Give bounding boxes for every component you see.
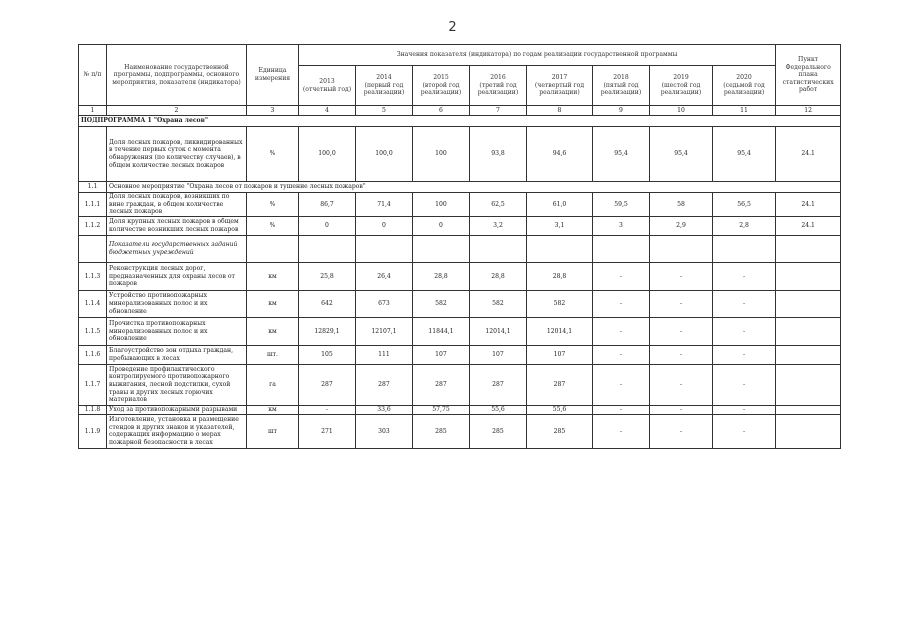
table-row <box>79 414 841 448</box>
row-value: 100 <box>413 193 470 217</box>
row-name: Проведение профилактического контролируемого противопожарного выжигания, лесной подстилки, сухой травы и других лесных горючих материалов <box>107 364 247 405</box>
row-value: - <box>650 414 713 448</box>
row-unit <box>247 235 299 262</box>
row-number: 1.1.8 <box>79 405 107 414</box>
row-federal-plan <box>776 262 841 290</box>
row-value: 33,6 <box>356 405 413 414</box>
table-row <box>79 193 841 217</box>
row-name: Доля крупных лесных пожаров в общем количестве возникших лесных пожаров <box>107 216 247 235</box>
column-number: 6 <box>413 106 470 116</box>
row-federal-plan: 24.1 <box>776 216 841 235</box>
table-row <box>79 364 841 405</box>
row-value: 71,4 <box>356 193 413 217</box>
column-number: 9 <box>593 106 650 116</box>
row-value <box>593 235 650 262</box>
row-value <box>413 235 470 262</box>
row-value: 12829,1 <box>299 317 356 345</box>
row-value <box>470 235 527 262</box>
row-value: 107 <box>413 345 470 364</box>
row-unit: шт. <box>247 345 299 364</box>
table-row <box>79 317 841 345</box>
row-value: 95,4 <box>593 127 650 182</box>
header-year-2014 <box>356 66 413 106</box>
row-value: 55,6 <box>527 405 593 414</box>
row-value: 107 <box>527 345 593 364</box>
row-value: 3,1 <box>527 216 593 235</box>
row-federal-plan <box>776 364 841 405</box>
header-year-subtitle: (третий год реализации) <box>477 81 519 97</box>
row-value: 3 <box>593 216 650 235</box>
row-value: 2,9 <box>650 216 713 235</box>
table-row <box>79 127 841 182</box>
header-year-subtitle: (второй год реализации) <box>420 81 462 97</box>
row-value: - <box>593 364 650 405</box>
column-number: 3 <box>247 106 299 116</box>
row-value <box>527 235 593 262</box>
header-year-subtitle: (седьмой год реализации) <box>723 81 765 97</box>
row-value: 105 <box>299 345 356 364</box>
row-value: 285 <box>527 414 593 448</box>
row-number <box>79 235 107 262</box>
header-year-value: 2016 <box>490 74 506 82</box>
row-value: 2,8 <box>713 216 776 235</box>
row-value: - <box>593 405 650 414</box>
row-name: Благоустройство зон отдыха граждан, пребывающих в лесах <box>107 345 247 364</box>
row-name: Изготовление, установка и размещение стендов и других знаков и указателей, содержащих информацию о мерах пожарной безопасности в лесах <box>107 414 247 448</box>
table-row <box>79 290 841 317</box>
header-year-subtitle: (пятый год реализации) <box>600 81 642 97</box>
header-year-value: 2018 <box>613 74 629 82</box>
row-value: - <box>713 405 776 414</box>
row-value: 582 <box>413 290 470 317</box>
row-value: 642 <box>299 290 356 317</box>
header-year-2017 <box>527 66 593 106</box>
header-year-value: 2013 <box>319 77 335 85</box>
row-value: 673 <box>356 290 413 317</box>
row-value: 26,4 <box>356 262 413 290</box>
row-value: 0 <box>413 216 470 235</box>
row-unit: га <box>247 364 299 405</box>
column-number: 10 <box>650 106 713 116</box>
header-year-value: 2019 <box>673 74 689 82</box>
row-value: - <box>650 262 713 290</box>
row-name: Доля лесных пожаров, возникших по вине граждан, в общем количестве лесных пожаров <box>107 193 247 217</box>
row-value: - <box>650 290 713 317</box>
header-unit: Единица измерения <box>247 45 299 106</box>
column-number: 11 <box>713 106 776 116</box>
row-value: - <box>713 317 776 345</box>
column-number: 8 <box>527 106 593 116</box>
header-values-group: Значения показателя (индикатора) по годам реализации государственной программы <box>299 45 776 66</box>
row-unit: шт <box>247 414 299 448</box>
row-federal-plan <box>776 290 841 317</box>
row-value: - <box>593 290 650 317</box>
row-value: - <box>650 364 713 405</box>
row-name: Уход за противопожарными разрывами <box>107 405 247 414</box>
header-year-subtitle: (отчетный год) <box>302 85 352 93</box>
row-federal-plan <box>776 414 841 448</box>
row-value: 287 <box>299 364 356 405</box>
header-year-value: 2017 <box>551 74 568 82</box>
row-federal-plan: 24.1 <box>776 193 841 217</box>
row-value: - <box>713 364 776 405</box>
row-value: 303 <box>356 414 413 448</box>
row-unit: % <box>247 193 299 217</box>
row-value <box>356 235 413 262</box>
header-year-value: 2015 <box>433 74 449 82</box>
indicator-table <box>78 44 841 449</box>
row-value: 100 <box>413 127 470 182</box>
row-unit: км <box>247 405 299 414</box>
row-value <box>650 235 713 262</box>
row-value: 0 <box>299 216 356 235</box>
row-value: 56,5 <box>713 193 776 217</box>
row-value: 287 <box>413 364 470 405</box>
row-value: 285 <box>470 414 527 448</box>
header-year-2019 <box>650 66 713 106</box>
row-value: - <box>593 345 650 364</box>
row-number: 1.1.6 <box>79 345 107 364</box>
row-federal-plan <box>776 317 841 345</box>
row-number <box>79 127 107 182</box>
header-year-2016 <box>470 66 527 106</box>
column-number: 1 <box>79 106 107 116</box>
row-value: 582 <box>527 290 593 317</box>
column-number: 4 <box>299 106 356 116</box>
row-unit: км <box>247 290 299 317</box>
header-year-2013 <box>299 66 356 106</box>
column-number: 12 <box>776 106 841 116</box>
row-value: 59,5 <box>593 193 650 217</box>
header-year-value: 2020 <box>736 74 752 82</box>
row-value: 100,0 <box>356 127 413 182</box>
row-value: 271 <box>299 414 356 448</box>
table-row <box>79 216 841 235</box>
table-row <box>79 235 841 262</box>
row-value: - <box>593 317 650 345</box>
row-value: 287 <box>470 364 527 405</box>
page-number: 2 <box>448 20 457 35</box>
row-federal-plan <box>776 235 841 262</box>
row-federal-plan <box>776 345 841 364</box>
row-value: 95,4 <box>713 127 776 182</box>
row-number: 1.1.7 <box>79 364 107 405</box>
table-row <box>79 182 841 193</box>
row-name: Показатели государственных заданий бюджетных учреждений <box>107 235 247 262</box>
row-value: 62,5 <box>470 193 527 217</box>
row-value: 3,2 <box>470 216 527 235</box>
row-value: 55,6 <box>470 405 527 414</box>
header-name: Наименование государственной программы, подпрограммы, основного мероприятия, показателя (индикатора) <box>107 45 247 106</box>
row-name: Основное мероприятие "Охрана лесов от пожаров и тушение лесных пожаров" <box>107 182 841 193</box>
row-unit: % <box>247 216 299 235</box>
column-number: 2 <box>107 106 247 116</box>
row-value: - <box>650 405 713 414</box>
row-value: - <box>713 414 776 448</box>
row-value: 86,7 <box>299 193 356 217</box>
row-unit: км <box>247 317 299 345</box>
row-value: 287 <box>527 364 593 405</box>
header-year-value: 2014 <box>376 74 392 82</box>
row-value: 57,75 <box>413 405 470 414</box>
row-value: 11844,1 <box>413 317 470 345</box>
row-value: 111 <box>356 345 413 364</box>
row-number: 1.1.3 <box>79 262 107 290</box>
table-row <box>79 262 841 290</box>
row-value <box>713 235 776 262</box>
column-number: 5 <box>356 106 413 116</box>
column-number: 7 <box>470 106 527 116</box>
header-year-2018 <box>593 66 650 106</box>
header-year-2020 <box>713 66 776 106</box>
row-number: 1.1.4 <box>79 290 107 317</box>
table-row <box>79 345 841 364</box>
row-number: 1.1 <box>79 182 107 193</box>
row-value: 58 <box>650 193 713 217</box>
row-value: 28,8 <box>527 262 593 290</box>
row-value: 12107,1 <box>356 317 413 345</box>
row-value: 12014,1 <box>470 317 527 345</box>
row-number: 1.1.5 <box>79 317 107 345</box>
row-value: - <box>593 414 650 448</box>
row-value: 61,0 <box>527 193 593 217</box>
header-year-subtitle: (первый год реализации) <box>363 81 405 97</box>
row-value: 94,6 <box>527 127 593 182</box>
row-number: 1.1.1 <box>79 193 107 217</box>
row-unit: км <box>247 262 299 290</box>
row-value: - <box>713 345 776 364</box>
row-federal-plan: 24.1 <box>776 127 841 182</box>
row-name: Прочистка противопожарных минерализованных полос и их обновление <box>107 317 247 345</box>
row-name: Устройство противопожарных минерализованных полос и их обновление <box>107 290 247 317</box>
row-unit: % <box>247 127 299 182</box>
row-value: 287 <box>356 364 413 405</box>
header-num: № п/п <box>79 45 107 106</box>
row-value: - <box>713 262 776 290</box>
row-name: Доля лесных пожаров, ликвидированных в течение первых суток с момента обнаружения (по количеству случаев), в общем количестве лесных пожаров <box>107 127 247 182</box>
row-value: - <box>650 345 713 364</box>
subprogram-title: ПОДПРОГРАММА 1 "Охрана лесов" <box>79 116 841 127</box>
row-value: - <box>593 262 650 290</box>
row-federal-plan <box>776 405 841 414</box>
row-value: 582 <box>470 290 527 317</box>
row-value: 0 <box>356 216 413 235</box>
row-value: 100,0 <box>299 127 356 182</box>
row-value: 93,8 <box>470 127 527 182</box>
header-year-2015 <box>413 66 470 106</box>
row-value: 28,8 <box>413 262 470 290</box>
row-value: 28,8 <box>470 262 527 290</box>
row-value: - <box>650 317 713 345</box>
row-name: Реконструкция лесных дорог, предназначенных для охраны лесов от пожаров <box>107 262 247 290</box>
header-year-subtitle: (четвертый год реализации) <box>534 81 585 97</box>
row-number: 1.1.2 <box>79 216 107 235</box>
row-value: 285 <box>413 414 470 448</box>
row-value: 12014,1 <box>527 317 593 345</box>
row-value: - <box>299 405 356 414</box>
row-value: 95,4 <box>650 127 713 182</box>
row-value <box>299 235 356 262</box>
header-federal-plan: Пункт Федерального плана статистических работ <box>776 45 841 106</box>
table-row <box>79 405 841 414</box>
row-value: 107 <box>470 345 527 364</box>
row-value: - <box>713 290 776 317</box>
header-year-subtitle: (шестой год реализации) <box>660 81 702 97</box>
row-value: 25,8 <box>299 262 356 290</box>
row-number: 1.1.9 <box>79 414 107 448</box>
